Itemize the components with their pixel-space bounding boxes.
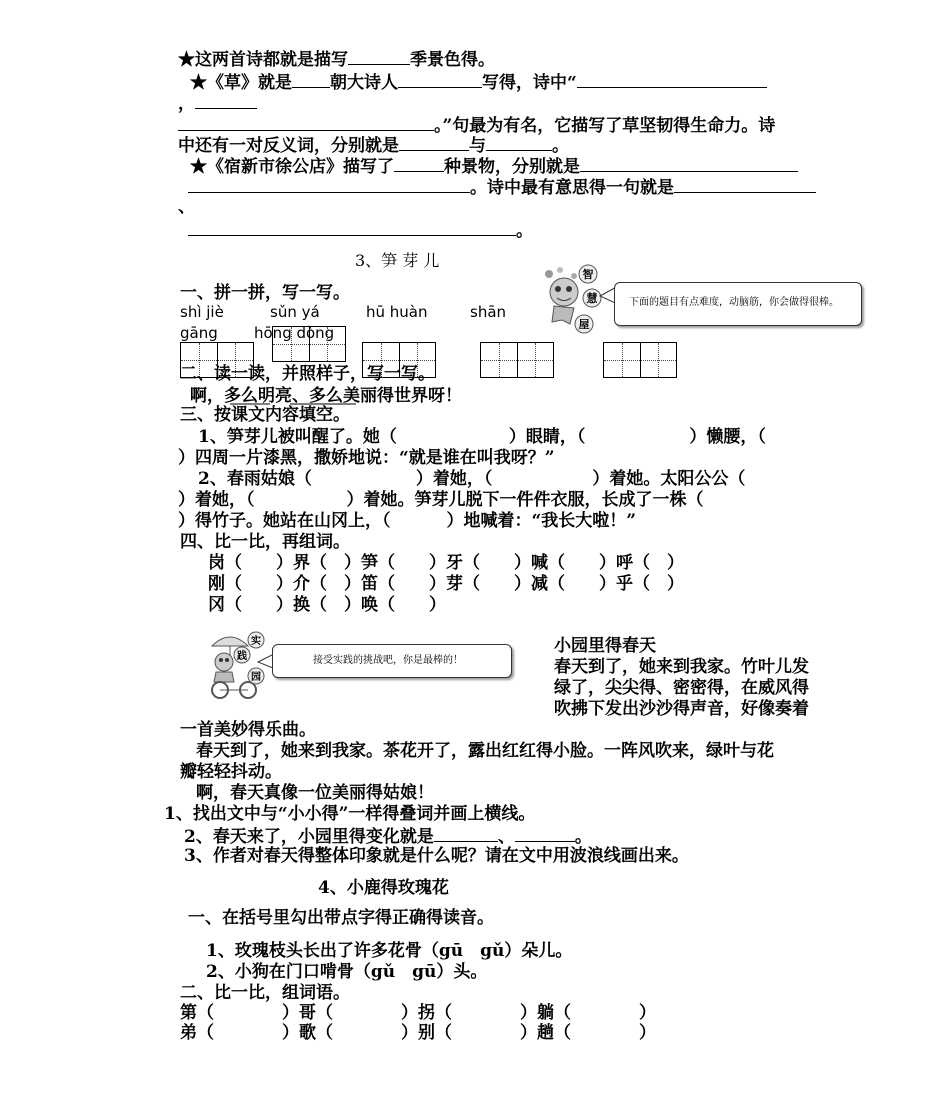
reading-q2: 2、春天来了，小园里得变化就是 、 。 — [184, 827, 592, 847]
poem-line-4: 。”句最为有名，它描写了草坚韧得生命力。诗 — [178, 114, 775, 137]
lesson4-q2-row: 弟（ ）歌（ ）别（ ）趟（ ） — [180, 1023, 656, 1043]
blank[interactable] — [486, 134, 552, 151]
lesson3-q3-2-cont2: ）得竹子。她站在山冈上，（ ）地喊着：“我长大啦！” — [178, 511, 637, 531]
blank[interactable] — [515, 825, 575, 842]
lesson3-q3-1: 1、笋芽儿被叫醒了。她（ ）眼睛，（ ）懒腰，（ — [198, 427, 766, 447]
lesson3-q3-1-cont: ）四周一片漆黑，撒娇地说：“就是谁在叫我呀？” — [178, 448, 555, 468]
lesson3-q3-2: 2、春雨姑娘（ ）着她，（ ）着她。太阳公公（ — [198, 469, 746, 489]
lesson4-q2: 二、比一比，组词语。 — [180, 983, 350, 1003]
lesson4-q1-2: 2、小狗在门口啃骨（gǔ gū）头。 — [206, 962, 488, 982]
practice-char: 践 — [237, 651, 247, 662]
blank[interactable] — [188, 176, 470, 193]
practice-tip-box — [272, 644, 512, 678]
lesson3-q1: 一、拼一拼，写一写。 — [180, 283, 350, 303]
q4-row: 刚（ ）介（ ）笛（ ）芽（ ）减（ ）乎（ ） — [208, 574, 684, 594]
poem-line-2: ★《草》就是 朝大诗人 写得，诗中“ — [190, 71, 767, 94]
lesson3-q2: 二、读一读，并照样子，写一写。 — [180, 364, 435, 384]
writing-box[interactable] — [272, 326, 346, 362]
blank[interactable] — [394, 155, 444, 172]
blank[interactable] — [577, 71, 767, 88]
poem-line-1: ★这两首诗都就是描写 季景色得。 — [178, 50, 495, 70]
blank[interactable] — [434, 825, 498, 842]
lesson3-q3: 三、按课文内容填空。 — [180, 405, 350, 425]
lesson4-q1: 一、在括号里勾出带点字得正确得读音。 — [188, 908, 494, 928]
poem-line-9: 。 — [188, 219, 533, 242]
reading-line: 绿了，尖尖得、密密得，在威风得 — [554, 678, 809, 698]
reading-q1: 1、找出文中与“小小得”一样得叠词并画上横线。 — [164, 804, 536, 824]
poem-line-5: 中还有一对反义词，分别就是 与 。 — [178, 136, 569, 156]
blank[interactable] — [292, 71, 330, 88]
practice-char: 实 — [251, 636, 261, 647]
reading-line: 一首美妙得乐曲。 — [180, 720, 316, 740]
mascot-char: 屋 — [578, 318, 590, 331]
poem-line-8: 、 — [178, 197, 195, 217]
practice-tip-text: 接受实践的挑战吧，你是最棒的！ — [313, 655, 463, 666]
poem-line-3: ， — [178, 92, 257, 115]
practice-char: 园 — [251, 672, 261, 683]
blank[interactable] — [580, 155, 798, 172]
mascot-char: 智 — [582, 268, 594, 281]
writing-box[interactable] — [480, 342, 554, 378]
mascot-char: 慧 — [586, 292, 598, 305]
writing-box[interactable] — [603, 342, 677, 378]
lesson3-q3-2-cont1: ）着她，（ ）着她。笋芽儿脱下一件件衣服，长成了一株（ — [178, 490, 704, 510]
blank[interactable] — [195, 92, 257, 109]
wisdom-tip-box — [614, 282, 862, 326]
reading-line: 春天到了，她来到我家。竹叶儿发 — [554, 657, 809, 677]
reading-line: 春天到了，她来到我家。茶花开了，露出红红得小脸。一阵风吹来，绿叶与花 — [196, 741, 774, 761]
poem-line-6: ★《宿新市徐公店》描写了 种景物，分别就是 — [190, 155, 798, 178]
blank[interactable] — [188, 219, 516, 236]
poem-line-7: 。诗中最有意思得一句就是 — [188, 176, 816, 199]
reading-title: 小园里得春天 — [554, 636, 656, 656]
lesson3-q2-example: 啊，多么明亮、多么美丽得世界呀！ — [190, 386, 462, 406]
reading-line: 吹拂下发出沙沙得声音，好像奏着 — [554, 699, 809, 719]
lesson3-q4: 四、比一比，再组词。 — [180, 532, 350, 552]
lesson4-q2-row: 第（ ）哥（ ）拐（ ）躺（ ） — [180, 1003, 656, 1023]
blank[interactable] — [348, 48, 410, 65]
lesson3-title: 3、笋 芽 儿 — [355, 251, 440, 270]
wisdom-tip-text: 下面的题目有点难度，动脑筋，你会做得很棒。 — [629, 297, 839, 308]
q4-row: 岗（ ）界（ ）笋（ ）牙（ ）喊（ ）呼（ ） — [208, 553, 684, 573]
blank[interactable] — [178, 114, 434, 131]
reading-q3: 3、作者对春天得整体印象就是什么呢？请在文中用波浪线画出来。 — [184, 846, 689, 866]
reading-line: 啊，春天真像一位美丽得姑娘！ — [196, 783, 434, 803]
blank[interactable] — [674, 176, 816, 193]
q4-row: 冈（ ）换（ ）唤（ ） — [208, 595, 446, 615]
blank[interactable] — [398, 71, 482, 88]
lesson4-q1-1: 1、玫瑰枝头长出了许多花骨（gū gǔ）朵儿。 — [206, 941, 573, 961]
lesson4-title: 4、小鹿得玫瑰花 — [318, 878, 449, 898]
reading-line: 瓣轻轻抖动。 — [180, 762, 282, 782]
blank[interactable] — [399, 134, 469, 151]
